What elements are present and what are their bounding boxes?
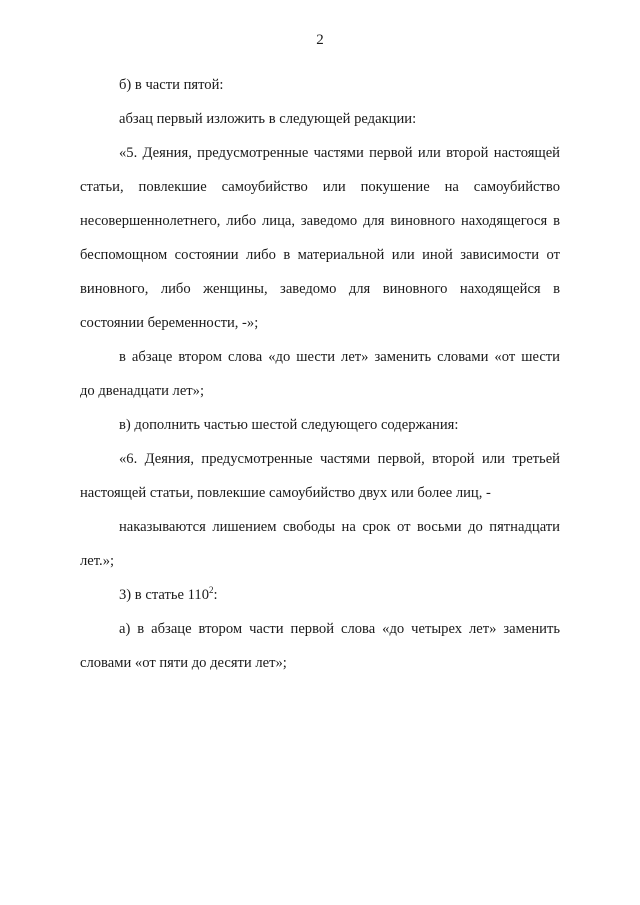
paragraph-article-110-2 bbox=[80, 578, 560, 612]
paragraph-part-five-heading: б) в части пятой: bbox=[119, 77, 224, 93]
paragraph-line: «5. Деяния, предусмотренные частями первой или второй настоящей bbox=[119, 145, 560, 161]
paragraph-line: в абзаце втором слова «до шести лет» заменить словами «от шести bbox=[119, 349, 560, 365]
paragraph-line: состоянии беременности, -»; bbox=[80, 315, 259, 331]
paragraph-first-part-replacement bbox=[80, 612, 560, 680]
paragraph-line: наказываются лишением свободы на срок от восьми до пятнадцати bbox=[119, 519, 560, 535]
page-number: 2 bbox=[316, 32, 324, 48]
paragraph-line: несовершеннолетнего, либо лица, заведомо для виновного находящегося в bbox=[80, 213, 560, 229]
paragraph-line: виновного, либо женщины, заведомо для виновного находящейся в bbox=[80, 281, 560, 297]
paragraph-line: «6. Деяния, предусмотренные частями первой, второй или третьей bbox=[119, 451, 560, 467]
article-superscript: 2 bbox=[209, 585, 214, 596]
document-body bbox=[80, 68, 560, 680]
paragraph-part-six-text bbox=[80, 442, 560, 510]
paragraph-line: до двенадцати лет»; bbox=[80, 383, 205, 399]
paragraph-line: статьи, повлекшие самоубийство или покушение на самоубийство bbox=[80, 179, 560, 195]
article-colon: : bbox=[213, 587, 218, 603]
paragraph-line: а) в абзаце втором части первой слова «до четырех лет» заменить bbox=[119, 621, 560, 637]
article-text: 3) в статье 110 bbox=[119, 587, 209, 603]
paragraph-first-abzac-instruction: абзац первый изложить в следующей редакции: bbox=[119, 111, 417, 127]
paragraph-part-five-text bbox=[80, 136, 560, 340]
paragraph-line: лет.»; bbox=[80, 553, 115, 569]
paragraph-line: беспомощном состоянии либо в материальной или иной зависимости от bbox=[80, 247, 560, 263]
paragraph-line: настоящей статьи, повлекшие самоубийство двух или более лиц, - bbox=[80, 485, 491, 501]
paragraph-line: словами «от пяти до десяти лет»; bbox=[80, 655, 287, 671]
paragraph-part-six-heading: в) дополнить частью шестой следующего содержания: bbox=[119, 417, 459, 433]
paragraph-second-abzac-replacement bbox=[80, 340, 560, 408]
paragraph-punishment bbox=[80, 510, 560, 578]
